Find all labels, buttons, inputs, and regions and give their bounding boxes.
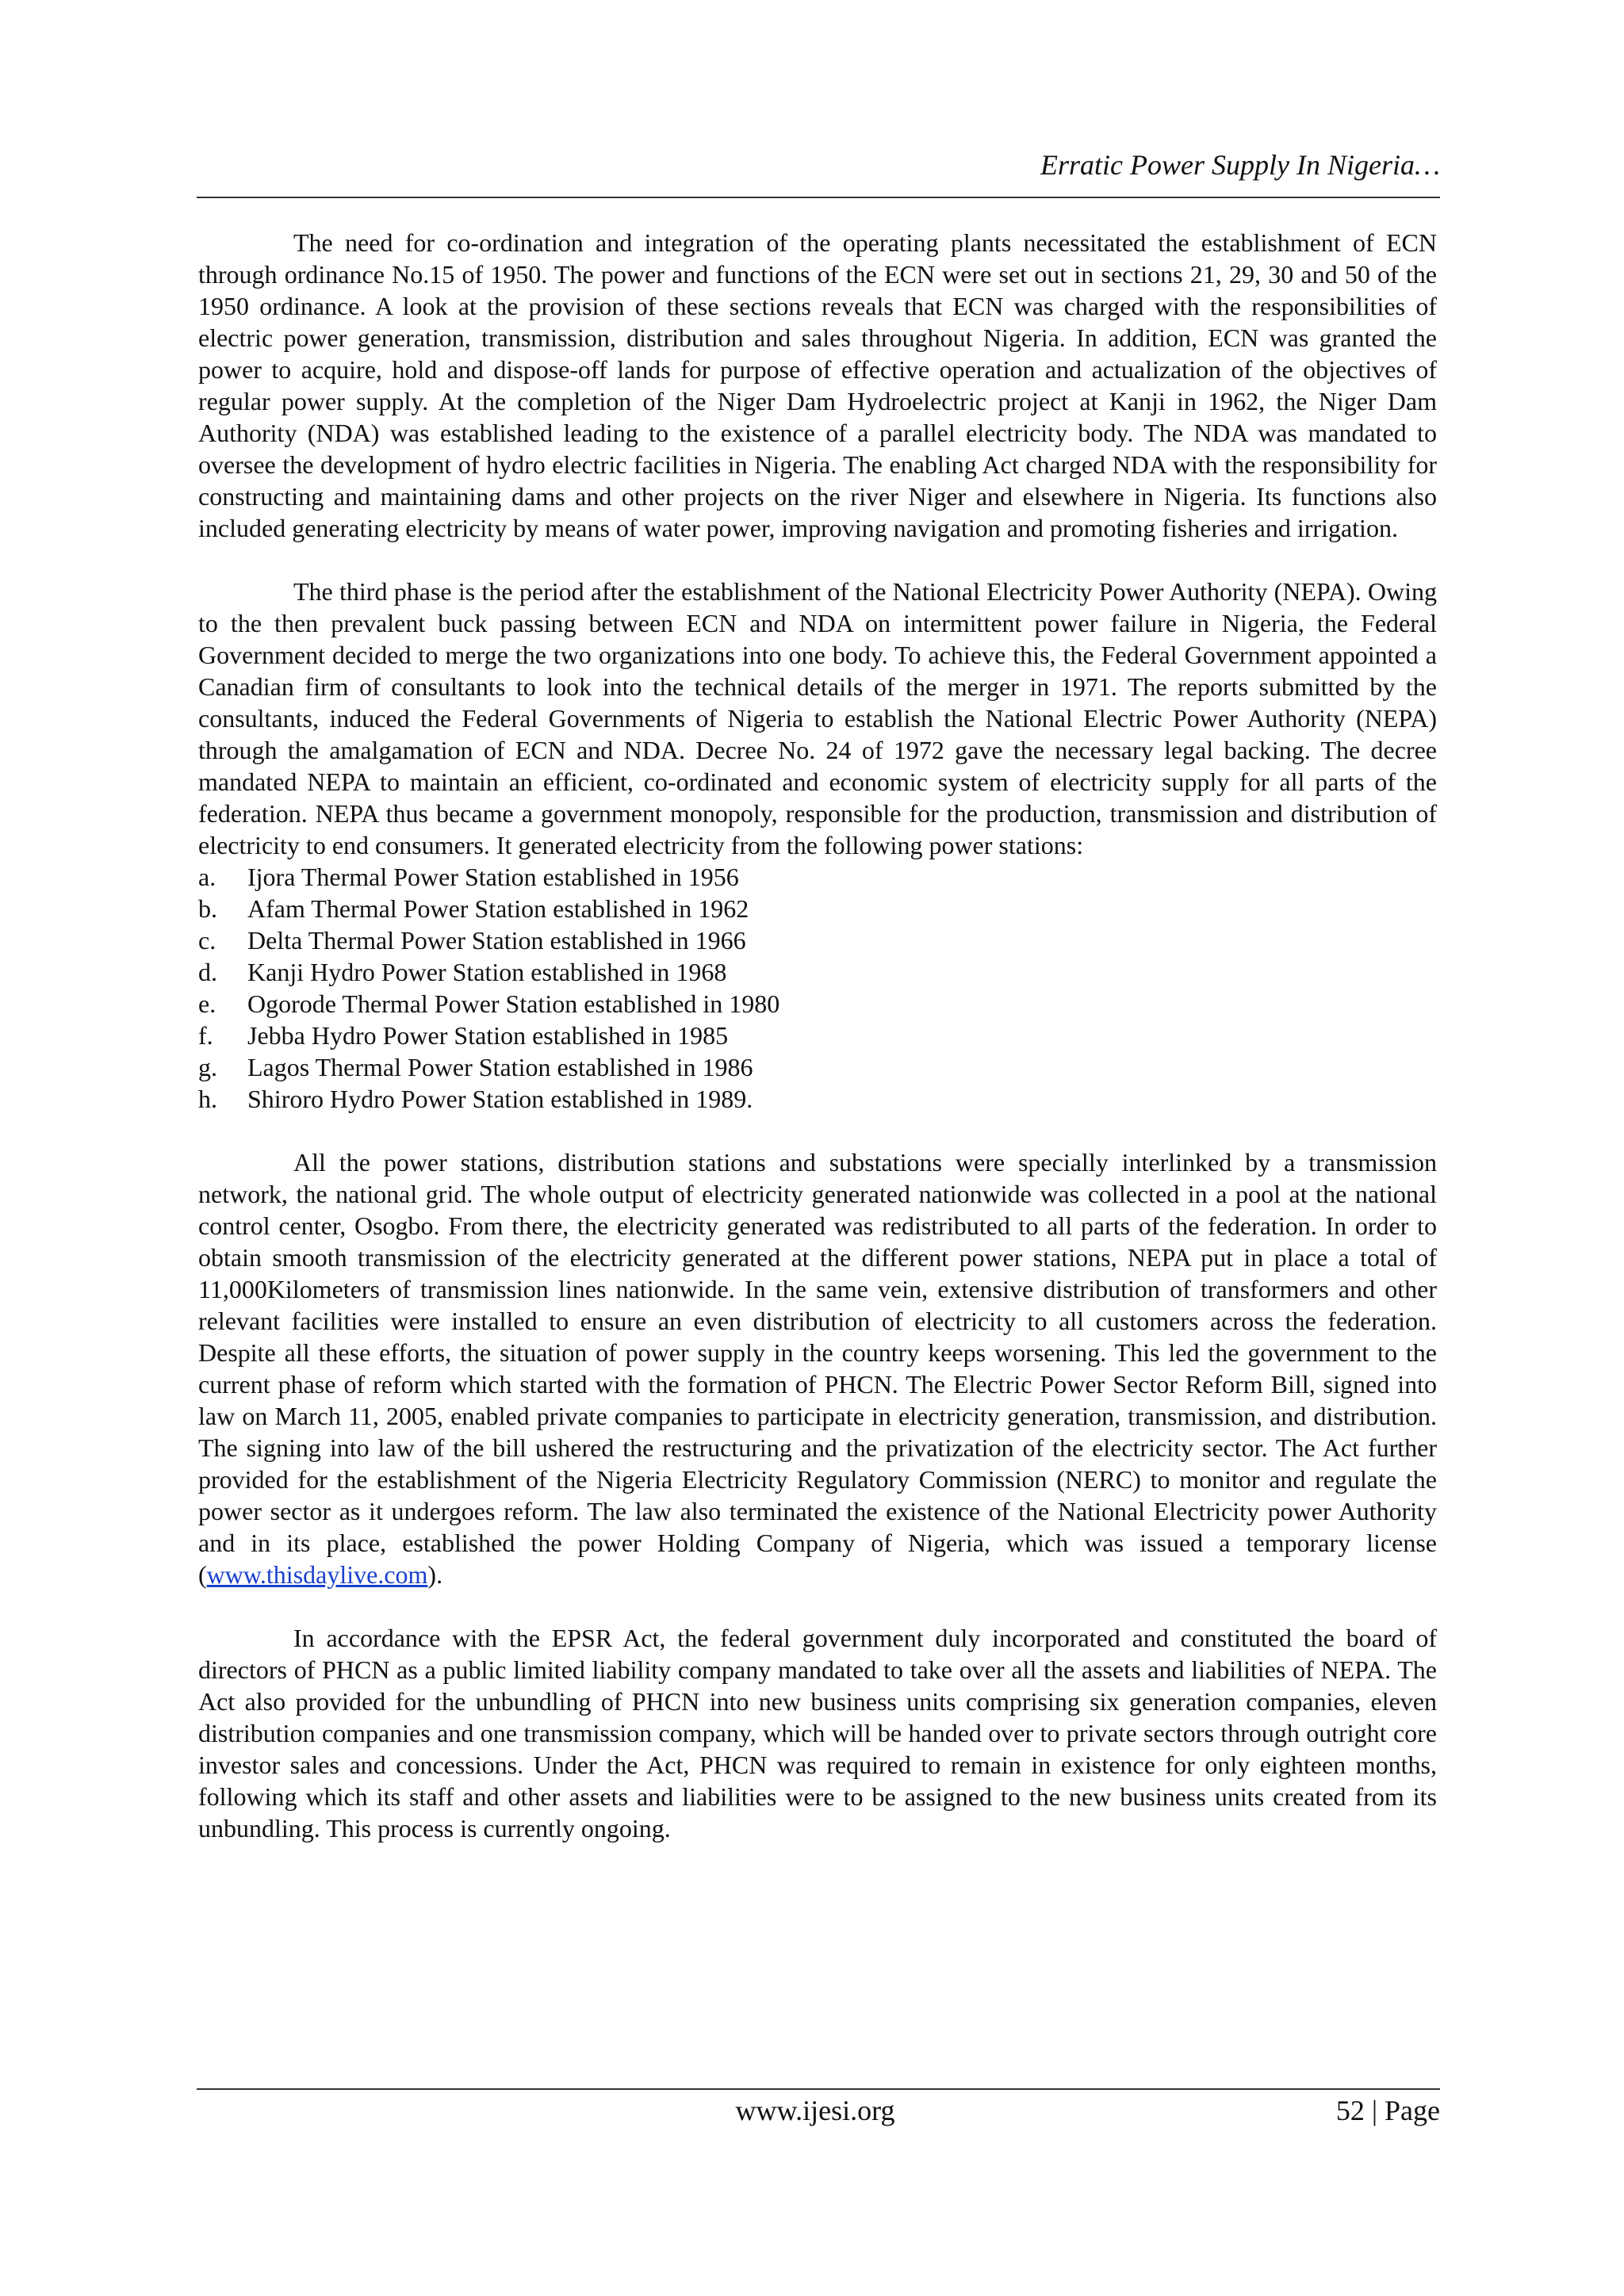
paragraph-national-grid: [198, 1146, 1437, 1590]
paragraph-national-grid-end: ).: [427, 1560, 443, 1589]
list-item: [198, 1020, 1437, 1051]
list-item-text: Ogorode Thermal Power Station established in 1980: [247, 989, 780, 1018]
list-item: [198, 924, 1437, 956]
list-item-text: Ijora Thermal Power Station established in 1956: [247, 863, 739, 891]
list-marker: a.: [198, 863, 216, 891]
header-divider: [197, 197, 1440, 198]
list-item-text: Jebba Hydro Power Station established in 1985: [247, 1021, 729, 1050]
paragraph-nepa-phase: The third phase is the period after the establishment of the National Electricity Power Authority (NEPA). Owing to the then prevalent buck passing between ECN and NDA on intermittent power failure in Nigeria, the Federal Government decided to merge the two organizations into one body. To achieve this, the Federal Government appointed a Canadian firm of consultants to look into the technical details of the merger in 1971. The reports submitted by the consultants, induced the Federal Governments of Nigeria to establish the National Electric Power Authority (NEPA) through the amalgamation of ECN and NDA. Decree No. 24 of 1972 gave the necessary legal backing. The decree mandated NEPA to maintain an efficient, co-ordinated and economic system of electricity supply for all parts of the federation. NEPA thus became a government monopoly, responsible for the production, transmission and distribution of electricity to end consumers. It generated electricity from the following power stations:: [198, 577, 1437, 859]
list-item: [198, 988, 1437, 1020]
list-item-text: Lagos Thermal Power Station established in 1986: [247, 1053, 753, 1081]
list-marker: f.: [198, 1021, 213, 1050]
list-item: [198, 861, 1437, 893]
power-station-list: [198, 861, 1437, 1115]
list-item-text: Afam Thermal Power Station established in 1962: [247, 894, 749, 923]
list-marker: e.: [198, 989, 216, 1018]
list-item: [198, 956, 1437, 988]
list-item: [198, 893, 1437, 924]
list-marker: b.: [198, 894, 217, 923]
list-item: [198, 1083, 1437, 1115]
list-item-text: Delta Thermal Power Station established in 1966: [247, 926, 746, 955]
thisdaylive-link[interactable]: www.thisdaylive.com: [206, 1560, 428, 1589]
article-body: [198, 227, 1437, 1876]
footer-website: www.ijesi.org: [735, 2095, 895, 2126]
paragraph-national-grid-text: All the power stations, distribution stations and substations were specially interlinked by a transmission network, the national grid. The whole output of electricity generated nationwide was collected in a pool at the national control center, Osogbo. From there, the electricity generated was redistributed to all parts of the federation. In order to obtain smooth transmission of the electricity generated at the different power stations, NEPA put in place a total of 11,000Kilometers of transmission lines nationwide. In the same vein, extensive distribution of transformers and other relevant facilities were installed to ensure an even distribution of electricity to all customers across the federation. Despite all these efforts, the situation of power supply in the country keeps worsening. This led the government to the current phase of reform which started with the formation of PHCN. The Electric Power Sector Reform Bill, signed into law on March 11, 2005, enabled private companies to participate in electricity generation, transmission, and distribution. The signing into law of the bill ushered the restructuring and the privatization of the electricity sector. The Act further provided for the establishment of the Nigeria Electricity Regulatory Commission (NERC) to monitor and regulate the power sector as it undergoes reform. The law also terminated the existence of the National Electricity power Authority and in its place, established the power Holding Company of Nigeria, which was issued a temporary license (: [198, 1148, 1437, 1589]
list-item-text: Shiroro Hydro Power Station established in 1989.: [247, 1085, 753, 1113]
paragraph-epsr-act: In accordance with the EPSR Act, the federal government duly incorporated and constituted the board of directors of PHCN as a public limited liability company mandated to take over all the assets and liabilities of NEPA. The Act also provided for the unbundling of PHCN into new business units comprising six generation companies, eleven distribution companies and one transmission company, which will be handed over to private sectors through outright core investor sales and concessions. Under the Act, PHCN was required to remain in existence for only eighteen months, following which its staff and other assets and liabilities were to be assigned to the new business units created from its unbundling. This process is currently ongoing.: [198, 1624, 1437, 1843]
footer-divider: [197, 2088, 1440, 2090]
list-item-text: Kanji Hydro Power Station established in 1968: [247, 958, 727, 986]
running-header-title: Erratic Power Supply In Nigeria…: [1040, 149, 1440, 181]
list-marker: g.: [198, 1053, 217, 1081]
list-marker: h.: [198, 1085, 217, 1113]
list-marker: d.: [198, 958, 217, 986]
list-marker: c.: [198, 926, 216, 955]
list-item: [198, 1051, 1437, 1083]
paragraph-ecn-establishment: The need for co-ordination and integration of the operating plants necessitated the establishment of ECN through ordinance No.15 of 1950. The power and functions of the ECN were set out in sections 21, 29, 30 and 50 of the 1950 ordinance. A look at the provision of these sections reveals that ECN was charged with the responsibilities of electric power generation, transmission, distribution and sales throughout Nigeria. In addition, ECN was granted the power to acquire, hold and dispose-off lands for purpose of effective operation and actualization of the objectives of regular power supply. At the completion of the Niger Dam Hydroelectric project at Kanji in 1962, the Niger Dam Authority (NDA) was established leading to the existence of a parallel electricity body. The NDA was mandated to oversee the development of hydro electric facilities in Nigeria. The enabling Act charged NDA with the responsibility for constructing and maintaining dams and other projects on the river Niger and elsewhere in Nigeria. Its functions also included generating electricity by means of water power, improving navigation and promoting fisheries and irrigation.: [198, 228, 1437, 542]
footer-page-number: 52 | Page: [1335, 2095, 1440, 2126]
